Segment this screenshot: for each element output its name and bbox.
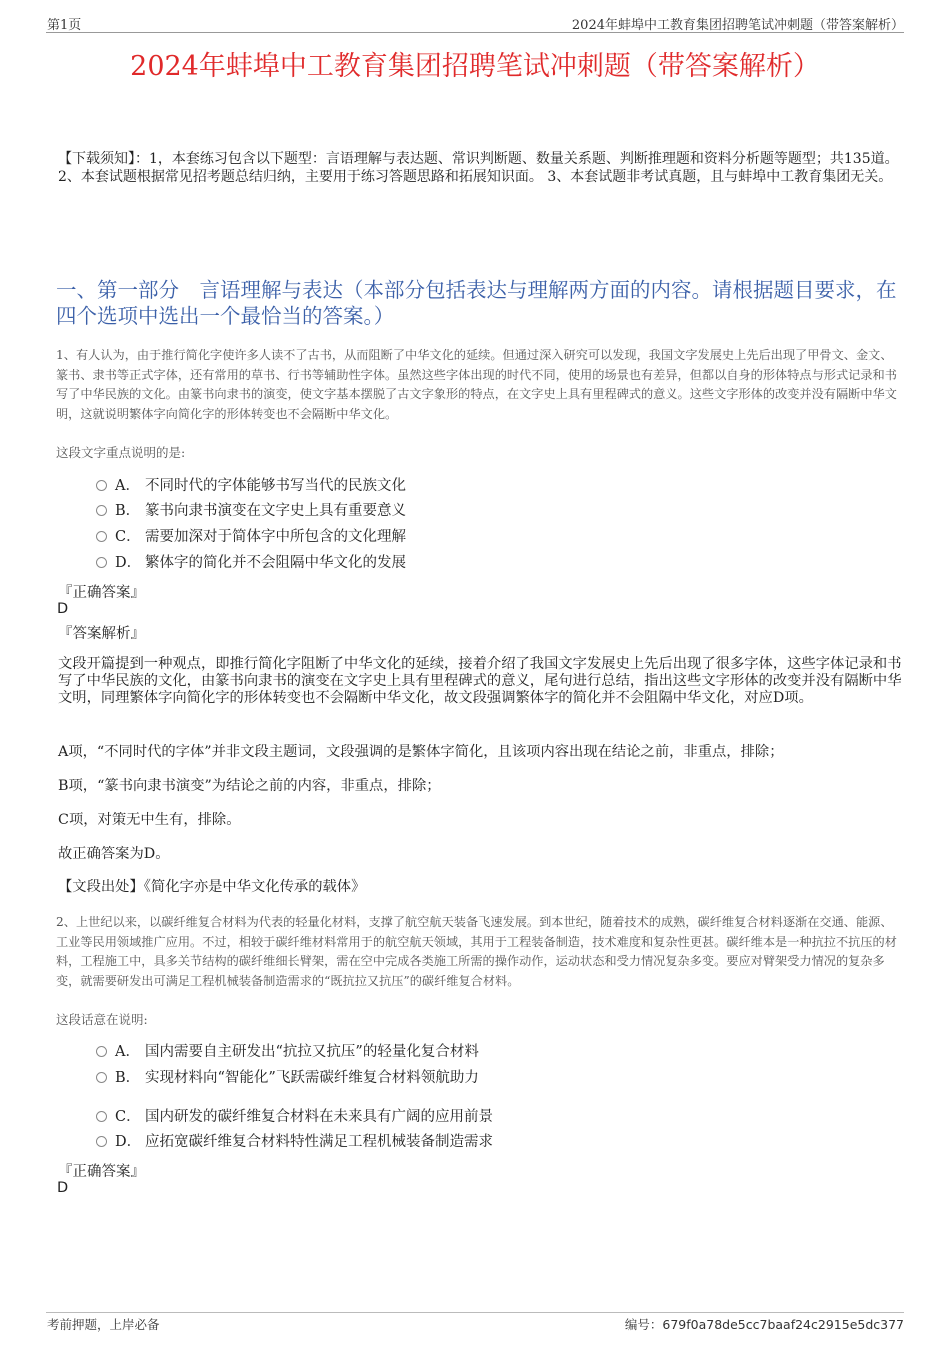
question-2-option-c[interactable]: C． 国内研发的碳纤维复合材料在未来具有广阔的应用前景: [96, 1107, 493, 1127]
radio-button[interactable]: [96, 505, 107, 516]
question-1-answer-label: 『正确答案』: [58, 585, 145, 601]
radio-button[interactable]: [96, 1111, 107, 1122]
question-1-analysis-c: C项，对策无中生有，排除。: [58, 812, 241, 828]
radio-button[interactable]: [96, 531, 107, 542]
question-1-analysis-a: A项，“不同时代的字体”并非文段主题词，文段强调的是繁体字简化，且该项内容出现在结论之前，非重点，排除；: [58, 744, 784, 760]
download-notice: 【下载须知】：1，本套练习包含以下题型：言语理解与表达题、常识判断题、数量关系题、判断推理题和资料分析题等题型；共135道。 2、本套试题根据常见招考题总结归纳，主要用于练习答题思路和拓展知识面。 3、本套试题非考试真题，且与蚌埠中工教育集团无关。: [58, 151, 899, 185]
header-divider: [46, 32, 904, 33]
footer-code-value: 679f0a78de5cc7baaf24c2915e5dc377: [662, 1317, 904, 1332]
question-1-text: 1、有人认为，由于推行简化字使许多人读不了古书，从而阻断了中华文化的延续。但通过深入研究可以发现，我国文字发展史上先后出现了甲骨文、金文、篆书、隶书等正式字体，还有常用的草书、行书等辅助性字体。虽然这些字体出现的时代不同，使用的场景也有差异，但都以自身的形体特点与形式记录和书写了中华民族的文化。由篆书向隶书的演变，使文字基本摆脱了古文字象形的特点，在文字史上具有里程碑式的意义。这些文字形体的改变并没有隔断中华文明，这就说明繁体字向简化字的形体转变也不会隔断中华文化。: [56, 348, 897, 421]
radio-button[interactable]: [96, 1046, 107, 1057]
question-2-option-a[interactable]: A． 国内需要自主研发出“抗拉又抗压”的轻量化复合材料: [96, 1042, 479, 1062]
question-2-text: 2、上世纪以来，以碳纤维复合材料为代表的轻量化材料，支撑了航空航天装备飞速发展。到本世纪，随着技术的成熟，碳纤维复合材料逐渐在交通、能源、工业等民用领域推广应用。不过，相较于碳纤维材料常用于的航空航天领域，其用于工程装备制造，技术难度和复杂性更甚。碳纤维本是一种抗拉不抗压的材料，工程施工中，具多关节结构的碳纤维细长臂架，需在空中完成各类施工所需的操作动作，运动状态和受力情况复杂多变。要应对臂架受力情况的复杂多变，就需要研发出可满足工程机械装备制造需求的“既抗拉又抗压”的碳纤维复合材料。: [56, 915, 897, 988]
footer-code: [625, 1315, 904, 1333]
footer-slogan: 考前押题，上岸必备: [47, 1317, 160, 1332]
question-1-option-b[interactable]: B． 篆书向隶书演变在文字史上具有重要意义: [96, 501, 406, 521]
question-1-option-a[interactable]: A． 不同时代的字体能够书写当代的民族文化: [96, 476, 406, 496]
page-title: 2024年蚌埠中工教育集团招聘笔试冲刺题（带答案解析）: [130, 51, 820, 82]
question-2-answer-label: 『正确答案』: [58, 1164, 145, 1180]
footer-code-label: 编号：: [624, 1317, 663, 1332]
question-1-analysis-b: B项，“篆书向隶书演变”为结论之前的内容，非重点，排除；: [58, 778, 441, 794]
question-2-prompt: 这段话意在说明:: [56, 1012, 148, 1027]
question-2-option-b[interactable]: B． 实现材料向“智能化”飞跃需碳纤维复合材料领航助力: [96, 1068, 479, 1088]
radio-button[interactable]: [96, 557, 107, 568]
radio-button[interactable]: [96, 1136, 107, 1147]
section-heading: 一、第一部分 言语理解与表达（本部分包括表达与理解两方面的内容。请根据题目要求，在四个选项中选出一个最恰当的答案。）: [56, 278, 897, 328]
question-1-source: 【文段出处】《简化字亦是中华文化传承的载体》: [58, 879, 366, 895]
question-1-prompt: 这段文字重点说明的是:: [56, 445, 186, 460]
question-1-option-c[interactable]: C． 需要加深对于简体字中所包含的文化理解: [96, 527, 406, 547]
radio-button[interactable]: [96, 1072, 107, 1083]
question-1-analysis-conclusion: 故正确答案为D。: [58, 846, 170, 862]
page-number: 第1页: [47, 18, 82, 33]
question-1-option-d[interactable]: D． 繁体字的简化并不会阻隔中华文化的发展: [96, 553, 406, 573]
question-1-answer: D: [57, 601, 69, 617]
radio-button[interactable]: [96, 480, 107, 491]
question-2-option-d[interactable]: D． 应拓宽碳纤维复合材料特性满足工程机械装备制造需求: [96, 1132, 493, 1152]
header-doc-title: 2024年蚌埠中工教育集团招聘笔试冲刺题（带答案解析）: [571, 18, 904, 33]
footer-divider: [46, 1312, 904, 1313]
question-1-analysis-main: 文段开篇提到一种观点，即推行简化字阻断了中华文化的延续，接着介绍了我国文字发展史上先后出现了很多字体，这些字体记录和书写了中华民族的文化，由篆书向隶书的演变在文字史上具有里程碑式的意义，尾句进行总结，指出这些文字形体的改变并没有隔断中华文明，同理繁体字向简化字的形体转变也不会隔断中华文化，故文段强调繁体字的简化并不会阻隔中华文化，对应D项。: [58, 656, 902, 706]
question-2-answer: D: [57, 1180, 69, 1196]
question-1-analysis-label: 『答案解析』: [58, 626, 145, 642]
